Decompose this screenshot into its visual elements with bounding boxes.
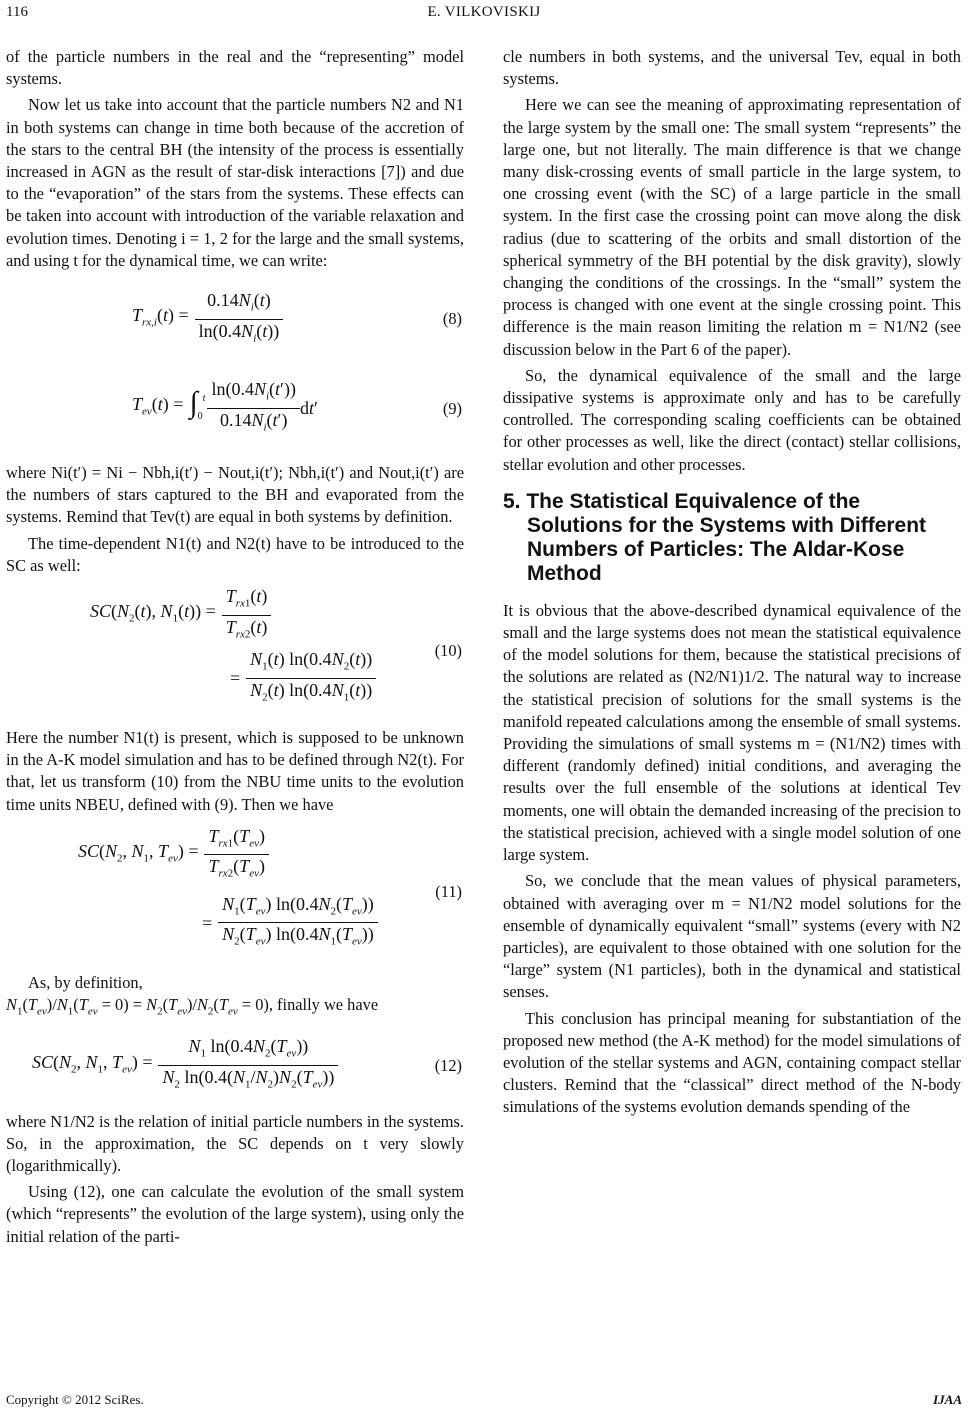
left-paragraph-7: where N1/N2 is the relation of initial particle numbers in the systems. So, in the approximation, the SC depends on t very slowly (logarithmically). bbox=[6, 1111, 464, 1175]
left-column bbox=[6, 46, 464, 1248]
left-paragraph-8: Using (12), one can calculate the evolution of the small system (which “represents” the evolution of the large system), using only the initial relation of the parti- bbox=[6, 1182, 464, 1246]
eq12-fraction: $\frac{N_1 \ln(0.4N_2(T_{ev}))}{N_2 \ln(0.4(N_1/N_2)N_2(T_{ev}))}$ bbox=[158, 1035, 338, 1096]
left-paragraph-1: of the particle numbers in the real and the “representing” model systems. bbox=[6, 47, 464, 89]
left-paragraph-2: Now let us take into account that the particle numbers N2 and N1 in both systems can change in time both because of the accretion of the stars to the central BH (the intensity of the process is essentially increased in AGN as the result of star-disk interactions [7]) and due to the “evaporation” of the stars from the systems. These effects can be taken into account with introduction of the variable relaxation and evolution times. Denoting i = 1, 2 for the large and the small systems, and using t for the dynamical time, we can write: bbox=[6, 95, 464, 270]
eq9-fraction: $\frac{\ln(0.4N_i(t'))}{0.14N_i(t')}$ bbox=[207, 378, 300, 439]
eq8-lhs: $T_{rx,i}(t)$ = bbox=[132, 305, 189, 329]
eq12-lhs: $SC(N_2$, $N_1$, $T_{ev}$) = bbox=[32, 1051, 153, 1076]
right-paragraph-5: So, we conclude that the mean values of physical parameters, obtained with averaging over m = N1/N2 model solutions for the ensemble of dynamically equivalent “small” systems (every with N2 particles), are equivalent to those obtained with one solution for the “large” system (N1 particles), both in the dynamical and statistical senses. bbox=[503, 871, 961, 1002]
eq10-fraction-1: $\frac{T_{rx1}(t)}{T_{rx2}(t)}$ bbox=[222, 585, 272, 646]
footer-journal: IJAA bbox=[933, 1392, 962, 1407]
eq9-dt: dt′ bbox=[299, 397, 318, 418]
left-paragraph-4: The time-dependent N1(t) and N2(t) have to be introduced to the SC as well: bbox=[6, 533, 464, 575]
right-paragraph-1: cle numbers in both systems, and the universal Tev, equal in both systems. bbox=[503, 47, 961, 89]
integral-sign: $\int_0^t$ bbox=[189, 385, 206, 422]
eq10-line-1 bbox=[90, 585, 430, 645]
eq8-number: (8) bbox=[442, 308, 462, 328]
left-paragraph-6 bbox=[6, 994, 464, 1022]
footer-copyright: Copyright © 2012 SciRes. bbox=[6, 1392, 144, 1407]
right-column bbox=[503, 46, 961, 1119]
eq10-lhs: $SC(N_2(t)$, $N_1(t)$) = bbox=[90, 601, 216, 625]
equation-11 bbox=[6, 822, 464, 962]
eq9-number: (9) bbox=[442, 398, 462, 418]
eq11-number: (11) bbox=[435, 881, 462, 901]
right-paragraph-2: Here we can see the meaning of approximating representation of the large system by the small one: The small system “represents” the large one, but not literally. The main difference is that we change many disk-crossing events of small particle in the large system, to one crossing event (with the SC) of a large particle in the small system. In the first case the crossing point can move along the disk radius (due to scattering of the orbits and small distortion of the spherical symmetry of the BH potential by the disk gravity), slowly changing the conditions of the crossings. In the “small” system the process is changed with one event at the single crossing point. This difference is the main reason limiting the relation m = N1/N2 (see discussion below in the Part 6 of the paper). bbox=[503, 95, 961, 359]
eq12-number: (12) bbox=[434, 1055, 462, 1075]
page-header bbox=[0, 2, 968, 26]
eq11-fraction-1: $\frac{T_{rx1}(T_{ev})}{T_{rx2}(T_{ev})}$ bbox=[204, 825, 268, 886]
eq11-line-1 bbox=[78, 822, 430, 888]
left-paragraph-6b: , finally we have bbox=[268, 995, 379, 1015]
running-title: E. VILKOVISKIJ bbox=[427, 4, 541, 20]
right-paragraph-3: So, the dynamical equivalence of the small and the large dissipative systems is approximate only and has to be carefully controlled. The corresponding scaling coefficients can be obtained for other processes as well, like the direct (contact) stellar collisions, stellar evolution and other processes. bbox=[503, 365, 961, 474]
eq10-line-2: = $\frac{N_1(t) \ln(0.4N_2(t))}{N_2(t) \ln(0.4N_1(t))}$ bbox=[90, 645, 430, 711]
eq9-lhs: $T_{ev}(t)$ = bbox=[132, 394, 184, 418]
right-paragraph-4: It is obvious that the above-described dynamical equivalence of the small and the large systems does not mean the statistical equivalence of the model solutions for them, because the statistical precisions of the solutions are related as (N2/N1)1/2. The natural way to increase the statistical precision of solutions for the small systems is the manifold repeated calculations among the ensemble of small systems. Providing the simulations of small systems m = (N1/N2) times with different (randomly defined) initial conditions, and averaging the results over the full ensemble of the solutions at identical Tev moments, one will obtain the demanded increasing of the precision to the statistical precision, achieved with a single model solution of one large system. bbox=[503, 600, 961, 865]
page-number: 116 bbox=[6, 4, 28, 20]
eq10-fraction-2: $\frac{N_1(t) \ln(0.4N_2(t))}{N_2(t) \ln(0.4N_1(t))}$ bbox=[246, 648, 376, 709]
equation-12 bbox=[6, 1031, 464, 1101]
equation-10 bbox=[6, 585, 464, 717]
left-paragraph-6a: As, by definition, bbox=[28, 972, 143, 992]
eq11-lhs: $SC(N_2$, $N_1$, $T_{ev}$) = bbox=[78, 840, 199, 865]
left-paragraph-5: Here the number N1(t) is present, which is supposed to be unknown in the A-K model simulation and has to be defined through N2(t). For that, let us transform (10) from the NBU time units to the evolution time units NBEU, defined with (9). Then we have bbox=[6, 728, 464, 814]
inline-definition-equation: $N_1(T_{ev})/N_1(T_{ev} = 0) = N_2(T_{ev})/N_2(T_{ev} = 0)$ bbox=[6, 995, 269, 1018]
right-paragraph-6: This conclusion has principal meaning for substantiation of the proposed new method (the A-K method) for the model simulations of evolution of the stellar systems and AGN, containing compact stellar clusters. Remind that the “classical” direct method of the N-body simulations of the systems evolution demands spending of the bbox=[503, 1008, 961, 1117]
eq10-number: (10) bbox=[434, 640, 462, 660]
left-paragraph-3: where Ni(t′) = Ni − Nbh,i(t′) − Nout,i(t′); Nbh,i(t′) and Nout,i(t′) are the numbers of stars captured to the BH and evaporated from the systems. Remind that Tev(t) are equal in both systems by definition. bbox=[6, 463, 464, 527]
equation-9 bbox=[6, 366, 464, 452]
eq8-fraction: $\frac{0.14N_i(t)}{\ln(0.4N_i(t))}$ bbox=[195, 289, 284, 350]
eq11-fraction-2: $\frac{N_1(T_{ev}) \ln(0.4N_2(T_{ev}))}{N_2(T_{ev}) \ln(0.4N_1(T_{ev}))}$ bbox=[218, 893, 378, 954]
section-heading: 5. The Statistical Equivalence of the Solutions for the Systems with Different Numbers of Particles: The Aldar-Kose Method bbox=[503, 489, 927, 585]
equation-8 bbox=[6, 282, 464, 356]
eq11-line-2: = $\frac{N_1(T_{ev}) \ln(0.4N_2(T_{ev}))}{N_2(T_{ev}) \ln(0.4N_1(T_{ev}))}$ bbox=[78, 888, 430, 958]
